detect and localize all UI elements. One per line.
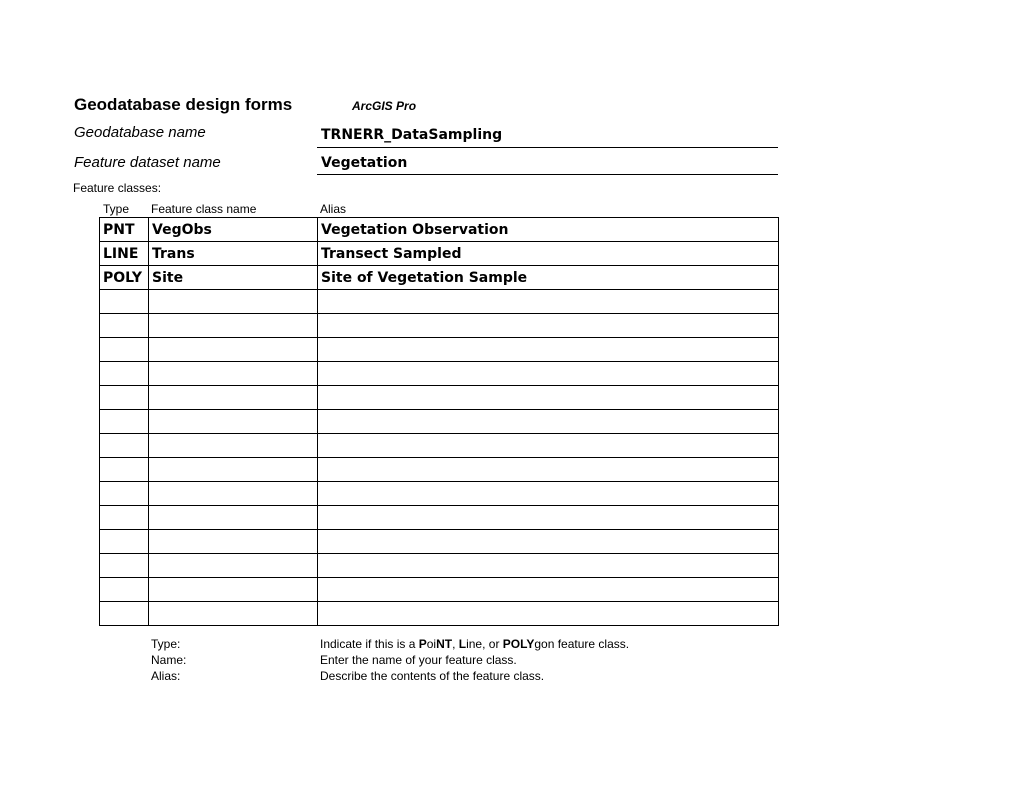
cell-type[interactable] bbox=[100, 314, 149, 338]
feature-class-row bbox=[100, 506, 779, 530]
cell-alias[interactable] bbox=[318, 506, 779, 530]
cell-feature-class-name[interactable] bbox=[149, 314, 318, 338]
feature-class-row bbox=[100, 362, 779, 386]
feature-class-row bbox=[100, 266, 779, 290]
cell-feature-class-name[interactable] bbox=[149, 554, 318, 578]
note-name-text: Enter the name of your feature class. bbox=[320, 653, 517, 667]
feature-class-row bbox=[100, 554, 779, 578]
feature-class-row bbox=[100, 386, 779, 410]
cell-alias[interactable]: Transect Sampled bbox=[318, 242, 779, 266]
note-type-label: Type: bbox=[151, 637, 181, 651]
cell-type[interactable] bbox=[100, 530, 149, 554]
cell-type[interactable] bbox=[100, 482, 149, 506]
feature-class-row bbox=[100, 578, 779, 602]
note-alias-text: Describe the contents of the feature class. bbox=[320, 669, 545, 683]
cell-type[interactable] bbox=[100, 338, 149, 362]
cell-type[interactable] bbox=[100, 506, 149, 530]
feature-dataset-name-label: Feature dataset name bbox=[74, 154, 221, 171]
column-header-feature-class-name: Feature class name bbox=[151, 202, 257, 216]
cell-type[interactable] bbox=[100, 410, 149, 434]
feature-class-row bbox=[100, 410, 779, 434]
cell-type[interactable] bbox=[100, 602, 149, 626]
feature-dataset-name-underline bbox=[317, 174, 778, 175]
cell-feature-class-name[interactable]: VegObs bbox=[149, 218, 318, 242]
cell-type[interactable] bbox=[100, 290, 149, 314]
geodatabase-name-value: TRNERR_DataSampling bbox=[321, 127, 503, 143]
column-header-type: Type bbox=[103, 202, 130, 216]
cell-alias[interactable] bbox=[318, 338, 779, 362]
feature-class-row bbox=[100, 530, 779, 554]
cell-alias[interactable] bbox=[318, 386, 779, 410]
cell-alias[interactable] bbox=[318, 482, 779, 506]
cell-feature-class-name[interactable] bbox=[149, 362, 318, 386]
cell-type[interactable] bbox=[100, 434, 149, 458]
product-name: ArcGIS Pro bbox=[352, 99, 417, 113]
cell-alias[interactable] bbox=[318, 290, 779, 314]
cell-feature-class-name[interactable] bbox=[149, 338, 318, 362]
cell-alias[interactable] bbox=[318, 530, 779, 554]
note-name-label: Name: bbox=[151, 653, 187, 667]
feature-class-row bbox=[100, 458, 779, 482]
feature-classes-heading: Feature classes: bbox=[73, 181, 162, 195]
feature-dataset-name-value: Vegetation bbox=[321, 155, 408, 171]
cell-feature-class-name[interactable] bbox=[149, 530, 318, 554]
cell-alias[interactable] bbox=[318, 314, 779, 338]
note-alias-label: Alias: bbox=[151, 669, 181, 683]
feature-class-row bbox=[100, 314, 779, 338]
cell-type[interactable]: POLY bbox=[100, 266, 149, 290]
cell-alias[interactable]: Vegetation Observation bbox=[318, 218, 779, 242]
cell-alias[interactable] bbox=[318, 434, 779, 458]
feature-classes-table bbox=[99, 217, 779, 626]
cell-feature-class-name[interactable] bbox=[149, 410, 318, 434]
geodatabase-name-label: Geodatabase name bbox=[74, 124, 206, 141]
feature-class-row bbox=[100, 338, 779, 362]
cell-feature-class-name[interactable] bbox=[149, 290, 318, 314]
cell-alias[interactable] bbox=[318, 410, 779, 434]
cell-alias[interactable] bbox=[318, 458, 779, 482]
column-header-alias: Alias bbox=[320, 202, 347, 216]
cell-alias[interactable] bbox=[318, 578, 779, 602]
cell-feature-class-name[interactable] bbox=[149, 482, 318, 506]
cell-type[interactable] bbox=[100, 554, 149, 578]
cell-feature-class-name[interactable] bbox=[149, 578, 318, 602]
geodatabase-name-underline bbox=[317, 147, 778, 148]
cell-type[interactable] bbox=[100, 362, 149, 386]
cell-type[interactable] bbox=[100, 386, 149, 410]
cell-alias[interactable] bbox=[318, 554, 779, 578]
feature-class-row bbox=[100, 218, 779, 242]
feature-class-row bbox=[100, 602, 779, 626]
cell-feature-class-name[interactable] bbox=[149, 506, 318, 530]
cell-alias[interactable]: Site of Vegetation Sample bbox=[318, 266, 779, 290]
cell-alias[interactable] bbox=[318, 602, 779, 626]
feature-class-row bbox=[100, 482, 779, 506]
cell-alias[interactable] bbox=[318, 362, 779, 386]
cell-feature-class-name[interactable] bbox=[149, 386, 318, 410]
cell-type[interactable] bbox=[100, 578, 149, 602]
feature-class-row bbox=[100, 434, 779, 458]
cell-feature-class-name[interactable]: Site bbox=[149, 266, 318, 290]
cell-type[interactable]: LINE bbox=[100, 242, 149, 266]
note-type-text: Indicate if this is a PoiNT, Line, or POLYgon feature class. bbox=[320, 637, 630, 651]
cell-feature-class-name[interactable] bbox=[149, 434, 318, 458]
cell-feature-class-name[interactable] bbox=[149, 602, 318, 626]
feature-class-row bbox=[100, 290, 779, 314]
feature-class-row bbox=[100, 242, 779, 266]
cell-feature-class-name[interactable] bbox=[149, 458, 318, 482]
form-title: Geodatabase design forms bbox=[74, 95, 293, 114]
cell-type[interactable] bbox=[100, 458, 149, 482]
cell-type[interactable]: PNT bbox=[100, 218, 149, 242]
cell-feature-class-name[interactable]: Trans bbox=[149, 242, 318, 266]
